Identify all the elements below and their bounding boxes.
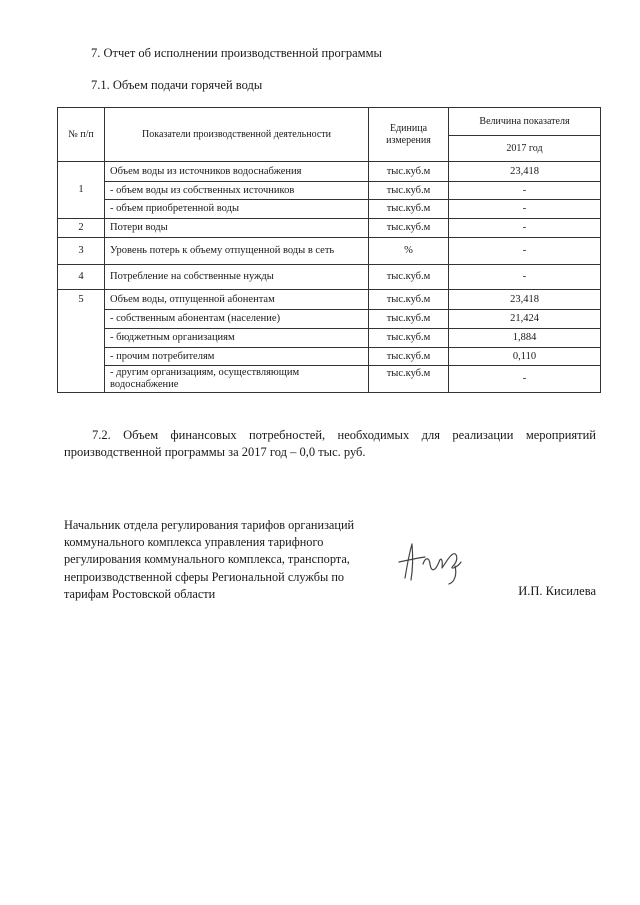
row-indicator: - другим организациям, осуществляющим водоснабжение	[105, 366, 369, 393]
row-value: 0,110	[449, 348, 601, 366]
table-row	[58, 348, 601, 366]
row-unit: тыс.куб.м	[369, 219, 449, 238]
row-num: 4	[58, 265, 105, 290]
table-row	[58, 366, 601, 393]
production-table	[57, 107, 601, 393]
header-num: № п/п	[58, 108, 105, 162]
row-unit: тыс.куб.м	[369, 265, 449, 290]
row-num: 2	[58, 219, 105, 238]
row-unit: тыс.куб.м	[369, 329, 449, 348]
header-year: 2017 год	[449, 136, 601, 162]
table-row	[58, 182, 601, 200]
financial-needs-paragraph: 7.2. Объем финансовых потребностей, необходимых для реализации мероприятий производственной программы за 2017 год – 0,0 тыс. руб.	[64, 428, 596, 459]
table-row	[58, 219, 601, 238]
row-unit: тыс.куб.м	[369, 290, 449, 310]
section-title: 7. Отчет об исполнении производственной программы	[91, 46, 382, 60]
row-value: -	[449, 182, 601, 200]
subsection-title: 7.1. Объем подачи горячей воды	[91, 78, 263, 92]
row-unit: тыс.куб.м	[369, 348, 449, 366]
row-num: 5	[58, 290, 105, 393]
row-value: -	[449, 200, 601, 219]
row-unit: тыс.куб.м	[369, 162, 449, 182]
table-row	[58, 290, 601, 310]
handwritten-signature	[395, 538, 480, 586]
row-value: -	[449, 238, 601, 265]
row-unit: тыс.куб.м	[369, 200, 449, 219]
row-indicator: Объем воды, отпущенной абонентам	[105, 290, 369, 310]
table-row	[58, 238, 601, 265]
row-indicator: - собственным абонентам (население)	[105, 310, 369, 329]
signatory-name: И.П. Кисилева	[518, 584, 596, 598]
row-num: 3	[58, 238, 105, 265]
row-indicator: - объем приобретенной воды	[105, 200, 369, 219]
header-value-group: Величина показателя	[449, 108, 601, 136]
row-value: 23,418	[449, 162, 601, 182]
row-value: 21,424	[449, 310, 601, 329]
header-unit: Единица измерения	[369, 108, 449, 162]
row-indicator: Потребление на собственные нужды	[105, 265, 369, 290]
row-value: -	[449, 219, 601, 238]
row-unit: тыс.куб.м	[369, 366, 449, 393]
row-value: -	[449, 265, 601, 290]
row-unit: %	[369, 238, 449, 265]
row-unit: тыс.куб.м	[369, 310, 449, 329]
table-row	[58, 310, 601, 329]
row-indicator: Объем воды из источников водоснабжения	[105, 162, 369, 182]
signatory-position: Начальник отдела регулирования тарифов организаций коммунального комплекса управления тарифного регулирования коммунального комплекса, транспорта, непроизводственной сферы Региональной службы по тарифам Ростовской области	[64, 518, 355, 601]
row-indicator: - прочим потребителям	[105, 348, 369, 366]
table-row	[58, 162, 601, 182]
table-row	[58, 265, 601, 290]
table-row	[58, 200, 601, 219]
row-unit: тыс.куб.м	[369, 182, 449, 200]
row-value: -	[449, 366, 601, 393]
row-indicator: - объем воды из собственных источников	[105, 182, 369, 200]
header-indicator: Показатели производственной деятельности	[105, 108, 369, 162]
row-indicator: - бюджетным организациям	[105, 329, 369, 348]
row-value: 23,418	[449, 290, 601, 310]
row-indicator: Уровень потерь к объему отпущенной воды в сеть	[105, 238, 369, 265]
row-indicator: Потери воды	[105, 219, 369, 238]
table-row	[58, 329, 601, 348]
row-num: 1	[58, 162, 105, 219]
row-value: 1,884	[449, 329, 601, 348]
